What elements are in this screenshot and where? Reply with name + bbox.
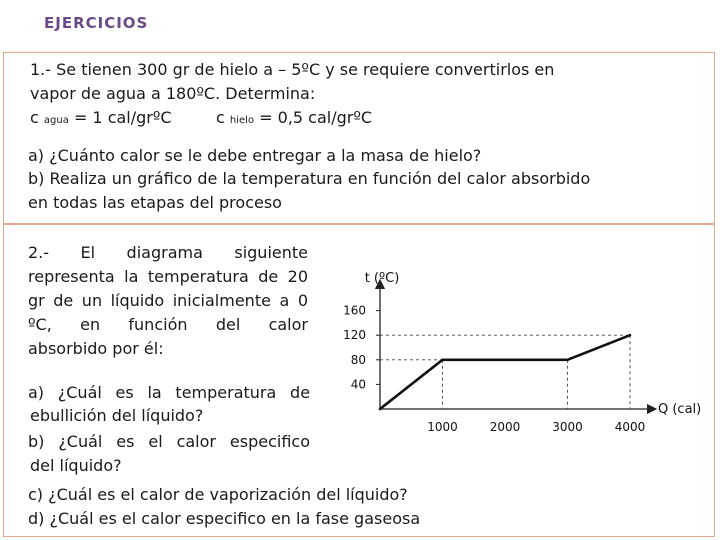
x-tick-label: 3000 xyxy=(552,420,583,434)
problem-2-question-c: c) ¿Cuál es el calor de vaporización del líquido? xyxy=(28,485,408,504)
problem-1-statement-line-1: 1.- Se tienen 300 gr de hielo a – 5ºC y se requiere convertirlos en xyxy=(30,60,555,79)
intro-word: 0 xyxy=(297,291,308,310)
ice-value: = 0,5 cal/grºC xyxy=(259,108,373,127)
problem-2-question-d: d) ¿Cuál es el calor especifico en la fase gaseosa xyxy=(28,509,421,528)
intro-word: temperatura xyxy=(147,267,249,286)
x-axis-label: Q (cal) xyxy=(658,402,702,417)
problem-2-intro-line-3 xyxy=(28,289,308,313)
x-tick-label: 4000 xyxy=(614,420,646,434)
question-a-word: temperatura xyxy=(175,383,277,402)
x-tick-label: 1000 xyxy=(427,420,458,434)
question-b-word: b) xyxy=(28,432,45,451)
intro-word: gr xyxy=(28,291,45,310)
intro-word: calor xyxy=(268,315,308,334)
y-tick-label: 40 xyxy=(350,377,366,392)
intro-word: un xyxy=(81,291,103,310)
intro-word: representa xyxy=(28,267,115,286)
y-tick-label: 80 xyxy=(350,352,366,367)
data-point xyxy=(441,359,444,362)
c-symbol: c xyxy=(216,108,225,127)
problem-2-question-b-line-2: del líquido? xyxy=(30,456,122,475)
y-axis-label: t (ºC) xyxy=(364,271,400,286)
intro-word: de xyxy=(258,267,279,286)
question-b-word: es xyxy=(116,432,135,451)
problem-2-intro-line-2 xyxy=(28,265,308,289)
problem-2-question-a-line-2: ebullición del líquido? xyxy=(30,406,204,425)
intro-word: inicialmente xyxy=(172,291,271,310)
question-a-word: ¿Cuál xyxy=(57,383,102,402)
intro-word: ºC, xyxy=(28,315,52,334)
question-b-word: el xyxy=(148,432,163,451)
intro-word: en xyxy=(80,315,101,334)
water-subscript: agua xyxy=(43,115,69,126)
data-point xyxy=(566,359,569,362)
question-b-word: especifico xyxy=(229,432,310,451)
data-point xyxy=(379,408,382,411)
problem-1-question-a: a) ¿Cuánto calor se le debe entregar a la masa de hielo? xyxy=(28,146,482,165)
intro-word: la xyxy=(124,267,139,286)
intro-word: función xyxy=(128,315,188,334)
water-value: = 1 cal/grºC xyxy=(73,108,172,127)
problem-2-intro-last-line: absorbido por él: xyxy=(28,339,164,358)
question-a-word: de xyxy=(290,383,311,402)
intro-word: siguiente xyxy=(234,243,308,262)
intro-word: a xyxy=(279,291,290,310)
question-b-word: calor xyxy=(176,432,216,451)
intro-word: El xyxy=(80,243,96,262)
specific-heat-water xyxy=(30,106,172,133)
question-a-word: es xyxy=(115,383,134,402)
problem-2-question-b-line-1 xyxy=(28,430,310,454)
specific-heat-ice xyxy=(216,106,372,133)
intro-word: del xyxy=(215,315,241,334)
x-tick-label: 2000 xyxy=(489,420,521,434)
question-a-word: a) xyxy=(28,383,45,402)
data-point xyxy=(629,334,632,337)
problem-1-statement-line-2: vapor de agua a 180ºC. Determina: xyxy=(30,84,316,103)
intro-word: líquido xyxy=(110,291,165,310)
temperature-vs-heat-chart xyxy=(330,262,715,440)
intro-word: 20 xyxy=(287,267,309,286)
y-tick-label: 160 xyxy=(343,303,366,318)
data-line xyxy=(380,335,630,409)
intro-word: 2.- xyxy=(28,243,50,262)
page-title: EJERCICIOS xyxy=(44,14,149,32)
problem-1-question-b-line-2: en todas las etapas del proceso xyxy=(28,193,282,212)
intro-word: diagrama xyxy=(126,243,203,262)
problem-2-intro-line-1 xyxy=(28,241,308,265)
problem-2-question-a-line-1 xyxy=(28,381,310,405)
ice-subscript: hielo xyxy=(229,115,255,126)
y-tick-label: 120 xyxy=(343,328,366,343)
problem-1-question-b-line-1: b) Realiza un gráfico de la temperatura en función del calor absorbido xyxy=(28,169,591,188)
c-symbol: c xyxy=(30,108,39,127)
question-a-word: la xyxy=(147,383,162,402)
question-b-word: ¿Cuál xyxy=(58,432,103,451)
intro-word: de xyxy=(53,291,74,310)
problem-2-intro-line-4 xyxy=(28,313,308,337)
